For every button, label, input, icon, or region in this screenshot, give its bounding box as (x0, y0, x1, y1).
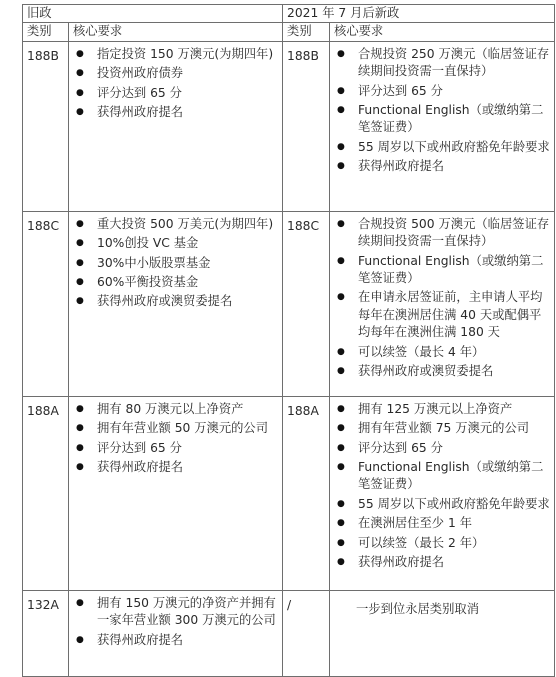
column-header-row (23, 23, 555, 41)
requirements-list (334, 401, 550, 572)
new-category-cell: 188C (283, 211, 330, 396)
list-item: ● 可以续签（最长 2 年） (358, 535, 550, 552)
list-item: ● 拥有 125 万澳元以上净资产 (358, 401, 550, 418)
list-item: ● 在申请永居签证前，主申请人平均每年在澳洲居住满 40 天或配偶平均每年在澳洲住满 180 天 (358, 289, 550, 341)
list-item: ● Functional English（或缴纳第二笔签证费） (358, 102, 550, 137)
requirements-list (334, 46, 550, 176)
list-item: ● 可以续签（最长 4 年） (358, 344, 550, 361)
list-item: ● 拥有年营业额 75 万澳元的公司 (358, 420, 550, 437)
requirements-list (73, 46, 278, 122)
old-policy-heading: 旧政 (23, 5, 283, 23)
list-item: ● 评分达到 65 分 (97, 85, 278, 102)
old-category-cell: 188B (23, 41, 69, 211)
old-category-header: 类别 (23, 23, 69, 41)
list-item: ● 获得州政府或澳贸委提名 (358, 363, 550, 380)
list-item: ● 评分达到 65 分 (358, 440, 550, 457)
list-item: ● Functional English（或缴纳第二笔签证费） (358, 459, 550, 494)
list-item: ● 拥有年营业额 50 万澳元的公司 (97, 420, 278, 437)
table-row (23, 590, 555, 676)
list-item: ● 拥有 150 万澳元的净资产并拥有一家年营业额 300 万澳元的公司 (97, 595, 278, 630)
list-item: ● 获得州政府或澳贸委提名 (97, 293, 278, 310)
new-requirements-header: 核心要求 (330, 23, 555, 41)
new-category-cell: 188A (283, 396, 330, 590)
list-item: ● 30%中小版股票基金 (97, 255, 278, 272)
new-category-header: 类别 (283, 23, 330, 41)
table-row (23, 41, 555, 211)
new-category-cell: 188B (283, 41, 330, 211)
list-item: ● 获得州政府提名 (358, 554, 550, 571)
list-item: ● 55 周岁以下或州政府豁免年龄要求 (358, 139, 550, 156)
policy-comparison-table (22, 4, 555, 677)
new-policy-heading: 2021 年 7 月后新政 (283, 5, 555, 23)
old-requirements-cell (69, 211, 283, 396)
requirements-list (73, 216, 278, 311)
new-requirements-cell (330, 590, 555, 676)
list-item: ● Functional English（或缴纳第二笔签证费） (358, 253, 550, 288)
requirements-list (73, 401, 278, 477)
list-item: ● 评分达到 65 分 (97, 440, 278, 457)
requirements-list (334, 216, 550, 381)
list-item: ● 获得州政府提名 (97, 104, 278, 121)
new-category-cell: / (283, 590, 330, 676)
list-item: ● 获得州政府提名 (358, 158, 550, 175)
old-requirements-cell (69, 590, 283, 676)
old-category-cell: 132A (23, 590, 69, 676)
old-category-cell: 188A (23, 396, 69, 590)
list-item: ● 获得州政府提名 (97, 459, 278, 476)
list-item: ● 合规投资 500 万澳元（临居签证存续期间投资需一直保持） (358, 216, 550, 251)
list-item: ● 60%平衡投资基金 (97, 274, 278, 291)
old-category-cell: 188C (23, 211, 69, 396)
list-item: ● 重大投资 500 万美元(为期四年) (97, 216, 278, 233)
new-requirements-cell (330, 41, 555, 211)
table-row (23, 396, 555, 590)
list-item: ● 评分达到 65 分 (358, 83, 550, 100)
new-requirements-cell (330, 211, 555, 396)
list-item: ● 在澳洲居住至少 1 年 (358, 515, 550, 532)
list-item: ● 10%创投 VC 基金 (97, 235, 278, 252)
table-header-row (23, 5, 555, 23)
list-item: ● 获得州政府提名 (97, 632, 278, 649)
requirements-list (73, 595, 278, 649)
table-row (23, 211, 555, 396)
cancellation-note: 一步到位永居类别取消 (356, 601, 479, 616)
old-requirements-cell (69, 396, 283, 590)
list-item: ● 合规投资 250 万澳元（临居签证存续期间投资需一直保持） (358, 46, 550, 81)
new-requirements-cell (330, 396, 555, 590)
list-item: ● 拥有 80 万澳元以上净资产 (97, 401, 278, 418)
list-item: ● 指定投资 150 万澳元(为期四年) (97, 46, 278, 63)
old-requirements-cell (69, 41, 283, 211)
list-item: ● 投资州政府债券 (97, 65, 278, 82)
list-item: ● 55 周岁以下或州政府豁免年龄要求 (358, 496, 550, 513)
old-requirements-header: 核心要求 (69, 23, 283, 41)
